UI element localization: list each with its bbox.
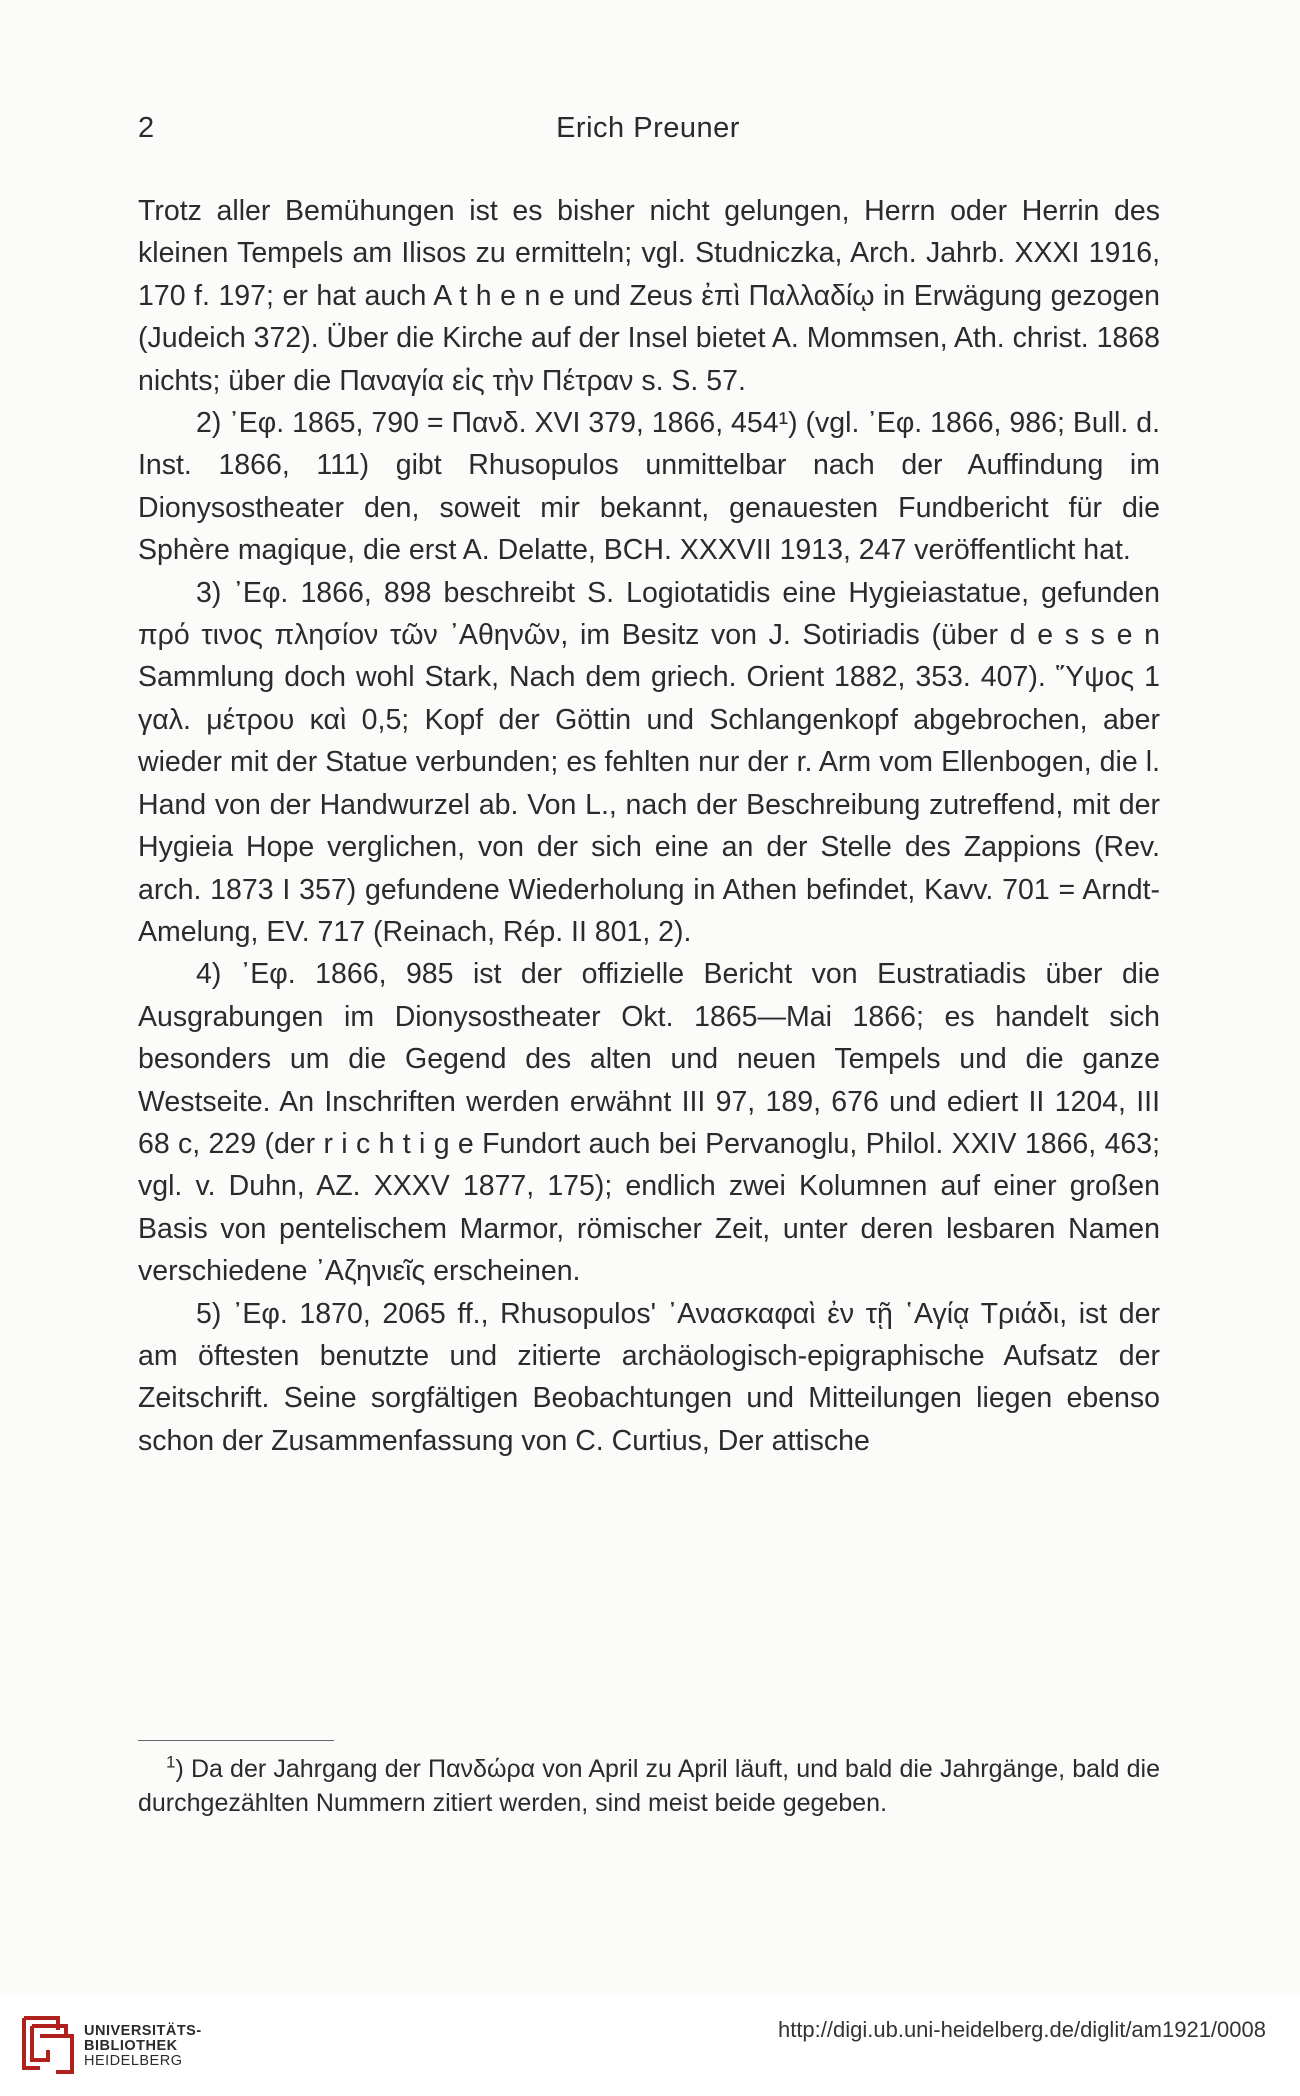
- footnote: $^1$) Da der Jahrgang der Πανδώρα von April zu April läuft, und bald die Jahrgänge, bald die durchgezählten Nummern zitiert werden, sind meist beide gegeben.: [138, 1752, 1161, 1817]
- page-header: [138, 112, 1158, 152]
- library-name: UNIVERSITÄTS- BIBLIOTHEK HEIDELBERG: [84, 2023, 202, 2069]
- body-text: [138, 190, 1160, 1462]
- library-footer: [0, 1996, 1300, 2096]
- paragraph-1: Trotz aller Bemühungen ist es bisher nicht gelungen, Herrn oder Herrin des kleinen Tempels am Ilisos zu ermitteln; vgl. Studniczka, Arch. Jahrb. XXXI 1916, 170 f. 197; er hat auch A t h e n e und Zeus ἐπὶ Παλλαδίῳ in Erwägung gezogen (Judeich 372). Über die Kirche auf der Insel bietet A. Mommsen, Ath. christ. 1868 nichts; über die Παναγία εἰς τὴν Πέτραν s. S. 57.: [138, 195, 1160, 397]
- page-number: 2: [138, 112, 155, 144]
- source-url-link[interactable]: http://digi.ub.uni-heidelberg.de/diglit/am1921/0008: [777, 2017, 1266, 2042]
- paragraph-2: 2) ᾿Εφ. 1865, 790 = Πανδ. XVI 379, 1866, 454¹) (vgl. ᾿Εφ. 1866, 986; Bull. d. Inst. 1866, 111) gibt Rhusopulos unmittelbar nach der Auffindung im Dionysostheater den, soweit mir bekannt, genauesten Fundbericht für die Sphère magique, die erst A. Delatte, BCH. XXXVII 1913, 247 veröffentlicht hat.: [138, 407, 1160, 567]
- library-logo-icon: [18, 2010, 78, 2076]
- footnote-divider: [138, 1740, 334, 1741]
- running-title: Erich Preuner: [556, 112, 740, 144]
- paragraph-5: 5) ᾿Εφ. 1870, 2065 ff., Rhusopulos' ᾿Ανασκαφαὶ ἐν τῇ ῾Αγίᾳ Τριάδι, ist der am öftesten benutzte und zitierte archäologisch-epigraphische Aufsatz der Zeitschrift. Seine sorgfältigen Beobachtungen und Mitteilungen liegen ebenso schon der Zusammenfassung von C. Curtius, Der attische: [138, 1297, 1160, 1457]
- footnote-marker: 1: [166, 1752, 176, 1772]
- paragraph-3: 3) ᾿Εφ. 1866, 898 beschreibt S. Logiotatidis eine Hygieiastatue, gefunden πρό τινος πλησίον τῶν ᾿Αθηνῶν, im Besitz von J. Sotiriadis (über d e s s e n Sammlung doch wohl Stark, Nach dem griech. Orient 1882, 353. 407). ῞Υψος 1 γαλ. μέτρου καὶ 0,5; Kopf der Göttin und Schlangenkopf abgebrochen, aber wieder mit der Statue verbunden; es fehlten nur der r. Arm vom Ellenbogen, die l. Hand von der Handwurzel ab. Von L., nach der Beschreibung zutreffend, mit der Hygieia Hope verglichen, von der sich eine an der Stelle des Zappions (Rev. arch. 1873 I 357) gefundene Wiederholung in Athen befindet, Kavv. 701 = Arndt-Amelung, EV. 717 (Reinach, Rép. II 801, 2).: [138, 576, 1160, 948]
- footnote-text: Da der Jahrgang der Πανδώρα von April zu April läuft, und bald die Jahrgänge, bald die durchgezählten Nummern zitiert werden, sind meist beide gegeben.: [138, 1755, 1161, 1817]
- paragraph-4: 4) ᾿Εφ. 1866, 985 ist der offizielle Bericht von Eustratiadis über die Ausgrabungen im Dionysostheater Okt. 1865—Mai 1866; es handelt sich besonders um die Gegend des alten und neuen Tempels und die ganze Westseite. An Inschriften werden erwähnt III 97, 189, 676 und ediert II 1204, III 68 c, 229 (der r i c h t i g e Fundort auch bei Pervanoglu, Philol. XXIV 1866, 463; vgl. v. Duhn, AZ. XXXV 1877, 175); endlich zwei Kolumnen auf einer großen Basis von pentelischem Marmor, römischer Zeit, unter deren lesbaren Namen verschiedene ᾿Αζηνιεῖς erscheinen.: [138, 958, 1160, 1288]
